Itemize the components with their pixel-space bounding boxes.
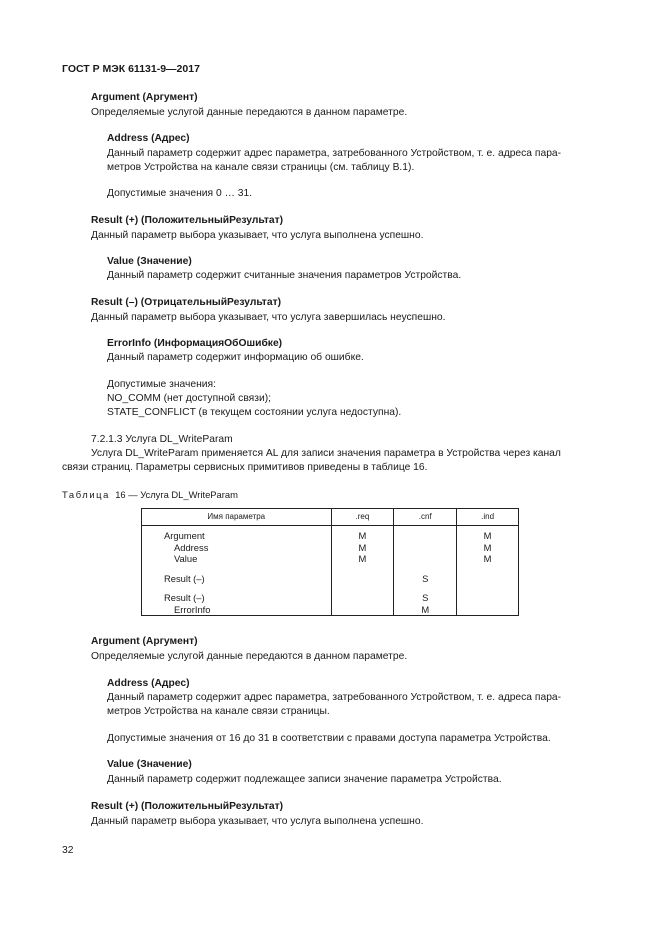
table-header-row — [142, 509, 519, 526]
param-address: Address — [174, 541, 209, 553]
param-errorinfo: ErrorInfo — [174, 603, 211, 615]
ind-address: M — [483, 541, 492, 553]
value-text: Данный параметр содержит считанные значения параметров Устройства. — [107, 270, 462, 281]
cnf-result-negative-2: S — [422, 592, 429, 603]
allowed-values-label: Допустимые значения: — [107, 379, 216, 390]
cnf-errorinfo: M — [421, 603, 430, 615]
table-caption — [62, 488, 238, 502]
address-text-2-line2: метров Устройства на канале связи страницы. — [107, 706, 330, 717]
result-positive-text-2: Данный параметр выбора указывает, что услуга выполнена успешно. — [91, 816, 424, 827]
address-text-line2: метров Устройства на канале связи страницы (см. таблицу В.1). — [107, 162, 415, 173]
header-ind: .ind — [457, 509, 519, 526]
section-paragraph-line1: Услуга DL_WriteParam применяется AL для записи значения параметра в Устройства через канал — [91, 448, 561, 459]
value-title-2: Value (Значение) — [107, 759, 192, 770]
param-value: Value — [174, 553, 198, 564]
req-argument: M — [358, 530, 367, 541]
section-heading: 7.2.1.3 Услуга DL_WriteParam — [91, 434, 233, 445]
result-positive-title: Result (+) (ПоложительныйРезультат) — [91, 215, 284, 226]
argument-text: Определяемые услугой данные передаются в данном параметре. — [91, 107, 408, 118]
table-caption-rest: 16 — Услуга DL_WriteParam — [115, 489, 238, 500]
param-argument: Argument — [164, 530, 205, 541]
table-row — [142, 526, 519, 616]
address-text-line1: Данный параметр содержит адрес параметра, затребованного Устройством, т. е. адреса пара- — [107, 148, 562, 159]
result-positive-title-2: Result (+) (ПоложительныйРезультат) — [91, 801, 284, 812]
result-negative-text: Данный параметр выбора указывает, что услуга завершилась неуспешно. — [91, 312, 446, 323]
document-header: ГОСТ Р МЭК 61131-9—2017 — [62, 63, 200, 75]
param-result-negative-2: Result (–) — [164, 592, 205, 603]
ind-value: M — [483, 553, 492, 564]
allowed-value-no-comm: NO_COMM (нет доступной связи); — [107, 393, 272, 404]
req-value: M — [358, 553, 367, 564]
errorinfo-text: Данный параметр содержит информацию об ошибке. — [107, 352, 364, 363]
value-title: Value (Значение) — [107, 256, 192, 267]
value-text-2: Данный параметр содержит подлежащее записи значение параметра Устройства. — [107, 774, 502, 785]
address-allowed-values-2: Допустимые значения от 16 до 31 в соответствии с правами доступа параметра Устройства. — [107, 733, 551, 744]
table-caption-word: Таблица — [62, 489, 110, 500]
page-number: 32 — [62, 845, 74, 856]
result-negative-title: Result (–) (ОтрицательныйРезультат) — [91, 297, 282, 308]
header-parameter-name: Имя параметра — [142, 509, 332, 526]
param-result-negative: Result (–) — [164, 572, 205, 584]
address-text-2-line1: Данный параметр содержит адрес параметра, затребованного Устройством, т. е. адреса пара- — [107, 692, 562, 703]
req-address: M — [358, 541, 367, 553]
section-paragraph-line2: связи страниц. Параметры сервисных примитивов приведены в таблице 16. — [62, 462, 428, 473]
argument-text-2: Определяемые услугой данные передаются в данном параметре. — [91, 651, 408, 662]
parameters-table — [141, 508, 519, 616]
address-allowed-values: Допустимые значения 0 … 31. — [107, 188, 253, 199]
address-title: Address (Адрес) — [107, 133, 190, 144]
header-cnf: .cnf — [394, 509, 457, 526]
argument-title-2: Argument (Аргумент) — [91, 636, 198, 647]
address-title-2: Address (Адрес) — [107, 678, 190, 689]
ind-argument: M — [483, 530, 492, 541]
header-req: .req — [331, 509, 394, 526]
cnf-result-negative: S — [422, 572, 429, 584]
argument-title: Argument (Аргумент) — [91, 92, 198, 103]
errorinfo-title: ErrorInfo (ИнформацияОбОшибке) — [107, 338, 283, 349]
allowed-value-state-conflict: STATE_CONFLICT (в текущем состоянии услуга недоступна). — [107, 407, 402, 418]
result-positive-text: Данный параметр выбора указывает, что услуга выполнена успешно. — [91, 230, 424, 241]
